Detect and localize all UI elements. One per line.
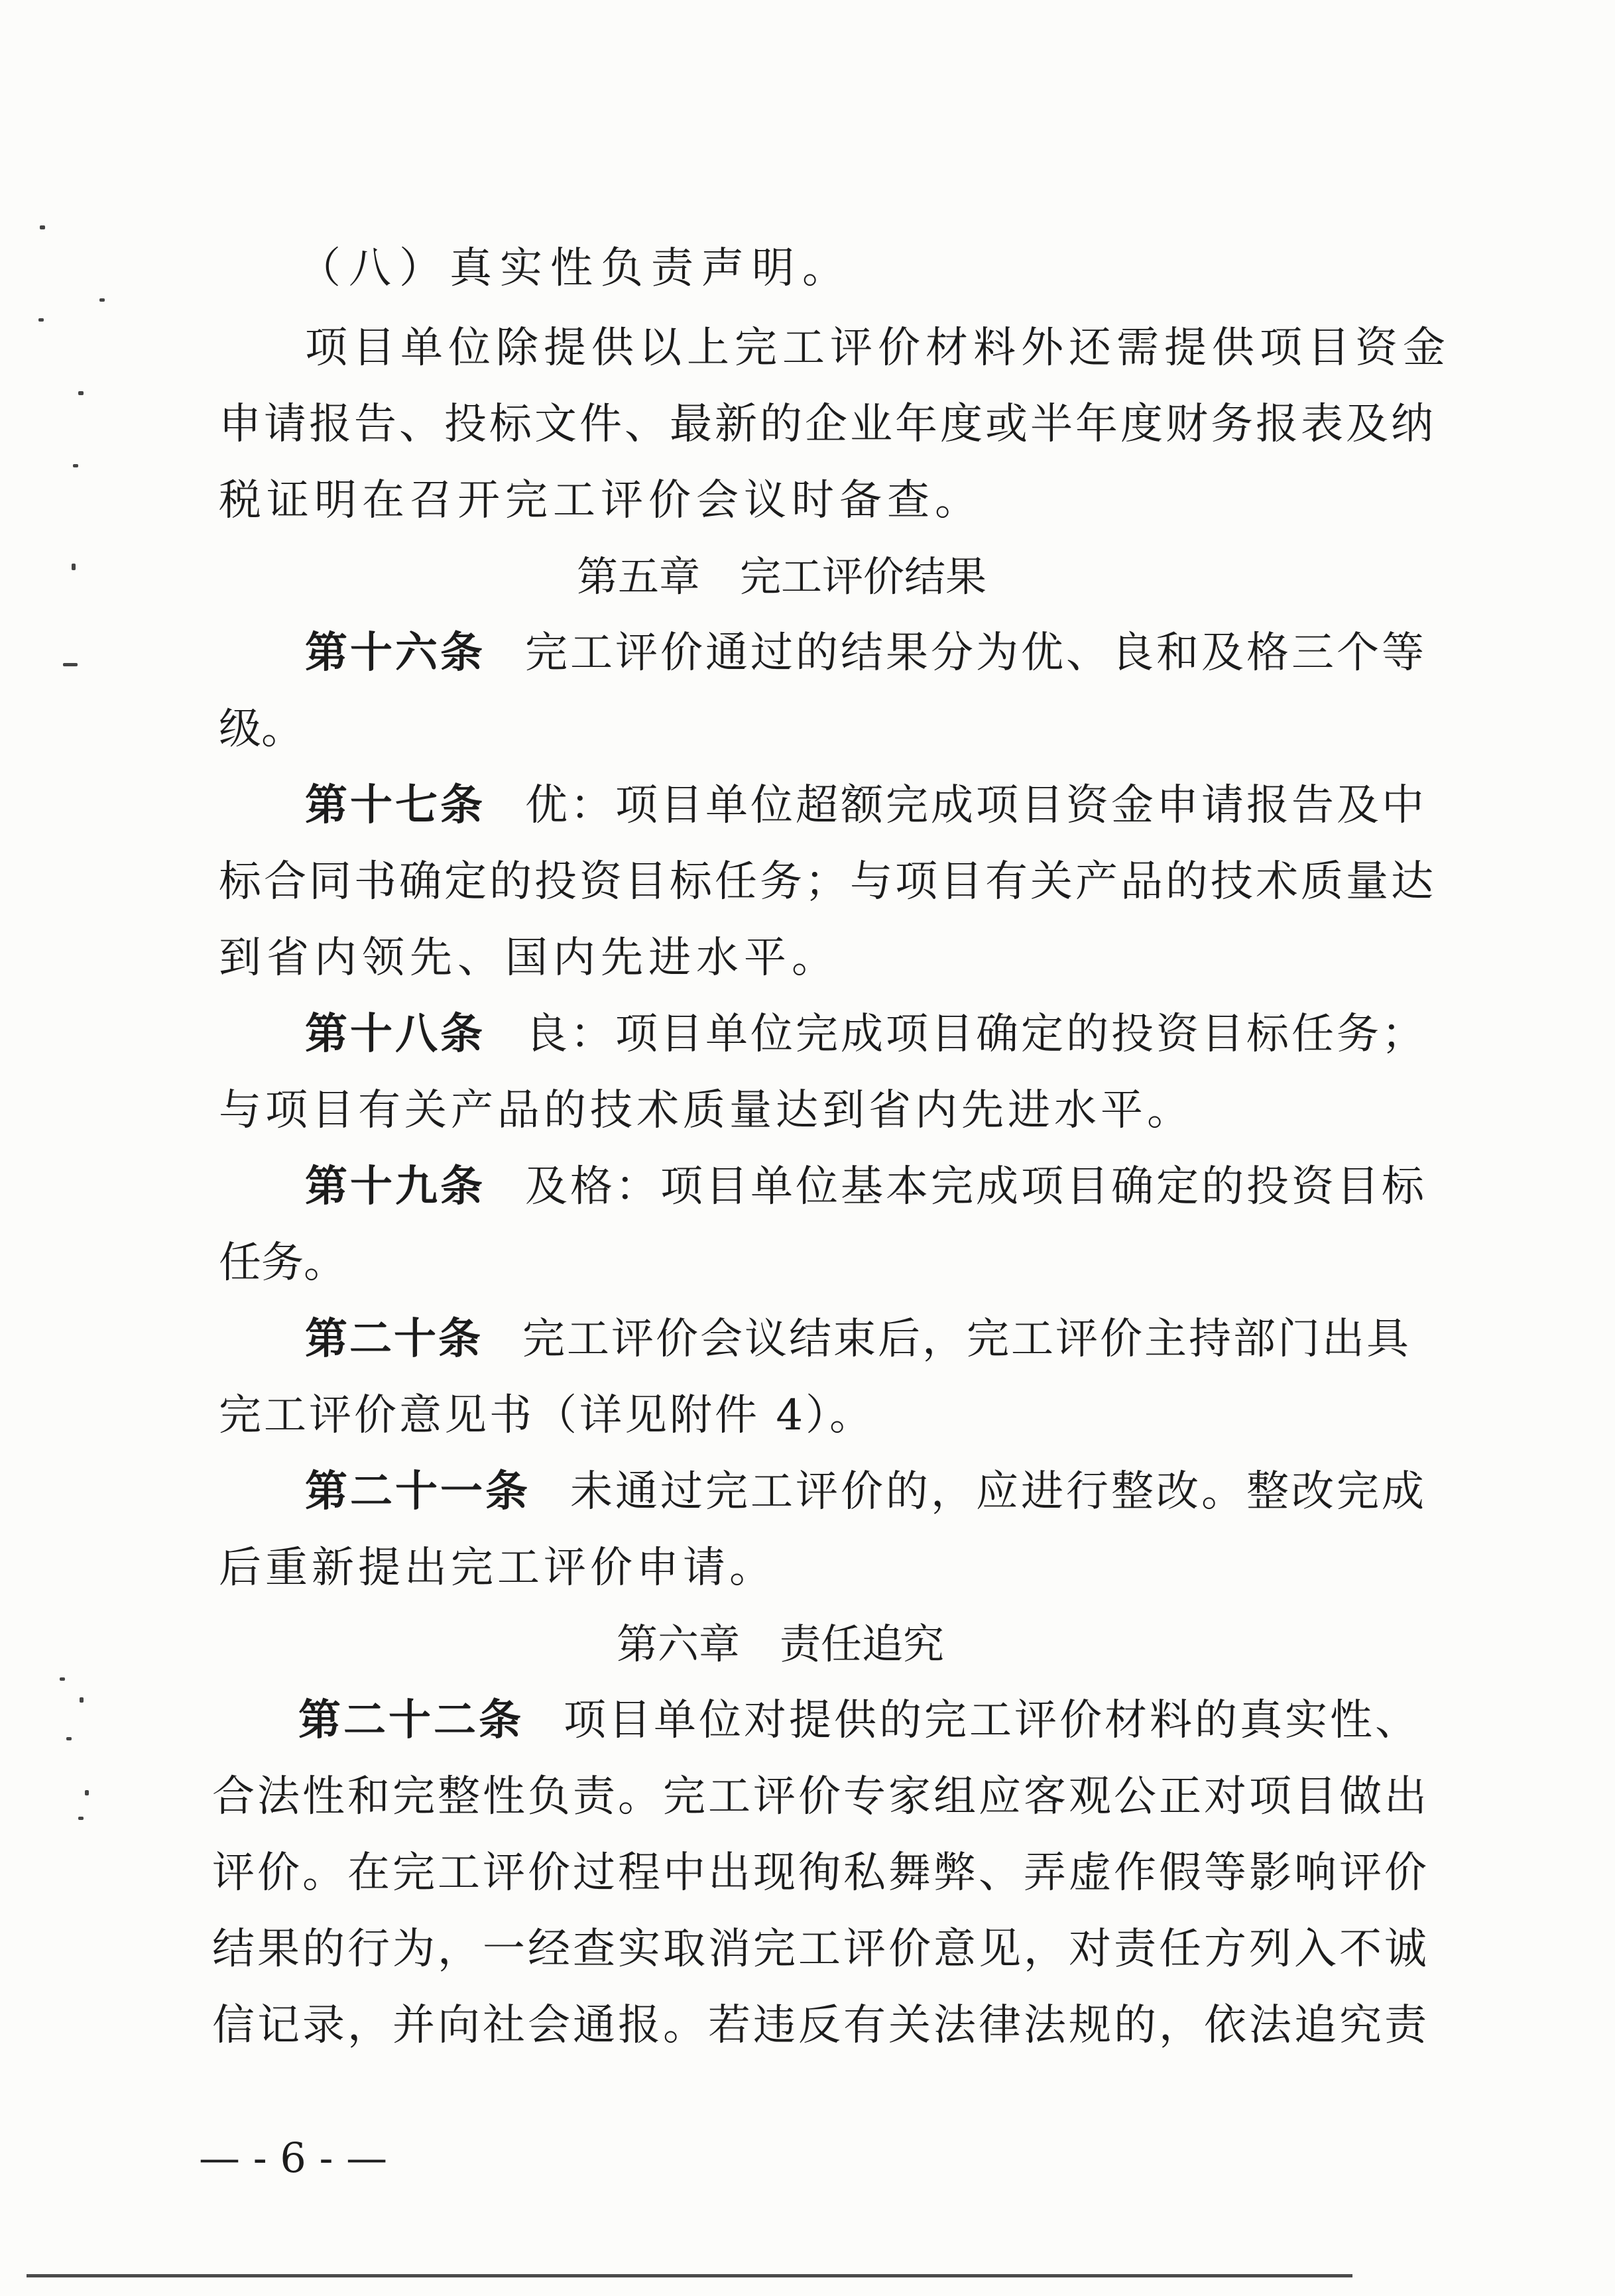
chapter-heading: [577, 550, 987, 603]
article-text: 良：项目单位完成项目确定的投资目标任务；: [525, 1010, 1427, 1059]
chapter-title: 责任追究: [780, 1620, 945, 1668]
text-line: 标合同书确定的投资目标任务；与项目有关产品的技术质量达: [219, 857, 1436, 906]
text-line: 完工评价意见书（详见附件 4）。: [219, 1391, 875, 1440]
article-text: 完工评价会议结束后，完工评价主持部门出具: [522, 1315, 1411, 1364]
scan-mark: [38, 318, 44, 322]
text-line: 结果的行为，一经查实取消完工评价意见，对责任方列入不诚: [212, 1925, 1429, 1974]
article-label: 第二十一条: [305, 1467, 530, 1516]
article-label: 第十八条: [305, 1009, 485, 1059]
text-line: 后重新提出完工评价申请。: [219, 1543, 776, 1593]
article-label: 第十九条: [305, 1162, 485, 1211]
article-label: 第二十条: [305, 1314, 483, 1364]
article-paragraph: [305, 1313, 1411, 1366]
bottom-rule: [27, 2274, 1352, 2277]
scan-mark: [72, 564, 76, 570]
page-number: — - 6 - —: [199, 2134, 388, 2182]
text-line: 合法性和完整性负责。完工评价专家组应客观公正对项目做出: [212, 1772, 1429, 1821]
article-text: 未通过完工评价的，应进行整改。整改完成: [570, 1467, 1427, 1516]
chapter-number: 第五章: [577, 552, 701, 601]
article-text: 项目单位对提供的完工评价材料的真实性、: [564, 1696, 1420, 1745]
article-paragraph: [305, 1160, 1427, 1213]
scan-mark: [60, 1677, 65, 1681]
text-line: 项目单位除提供以上完工评价材料外还需提供项目资金: [305, 324, 1451, 373]
article-label: 第二十二条: [298, 1695, 524, 1745]
article-paragraph: [305, 1465, 1427, 1518]
scan-mark: [78, 1817, 84, 1820]
text-line: 评价。在完工评价过程中出现徇私舞弊、弄虚作假等影响评价: [212, 1848, 1429, 1898]
scan-mark: [73, 464, 78, 467]
chapter-title: 完工评价结果: [740, 552, 987, 601]
text-line: 信记录，并向社会通报。若违反有关法律法规的，依法追究责: [212, 2001, 1429, 2050]
article-paragraph: [305, 779, 1427, 832]
scan-mark: [63, 663, 78, 666]
article-paragraph: [305, 627, 1427, 680]
text-line: 税证明在召开完工评价会议时备查。: [219, 476, 983, 525]
text-line: 到省内领先、国内先进水平。: [219, 934, 839, 983]
scan-mark: [66, 1737, 72, 1740]
scan-mark: [80, 1697, 84, 1703]
article-text: 优：项目单位超额完成项目资金申请报告及中: [525, 781, 1427, 830]
scan-mark: [99, 298, 105, 302]
scan-mark: [85, 1790, 89, 1795]
text-line: 申请报告、投标文件、最新的企业年度或半年度财务报表及纳: [219, 400, 1436, 449]
text-line: 与项目有关产品的技术质量达到省内先进水平。: [219, 1086, 1193, 1135]
text-line: 级。: [219, 705, 304, 754]
chapter-heading: [617, 1618, 944, 1671]
scan-mark: [40, 225, 45, 229]
text-line: 任务。: [219, 1239, 346, 1288]
chapter-number: 第六章: [617, 1620, 741, 1668]
text-line: （八）真实性负责声明。: [298, 244, 853, 293]
article-label: 第十六条: [305, 628, 485, 678]
article-label: 第十七条: [305, 780, 485, 830]
article-text: 完工评价通过的结果分为优、良和及格三个等: [525, 629, 1427, 678]
scan-mark: [78, 391, 84, 395]
article-paragraph: [305, 1008, 1427, 1061]
article-text: 及格：项目单位基本完成项目确定的投资目标: [525, 1162, 1427, 1211]
article-paragraph: [298, 1694, 1420, 1747]
